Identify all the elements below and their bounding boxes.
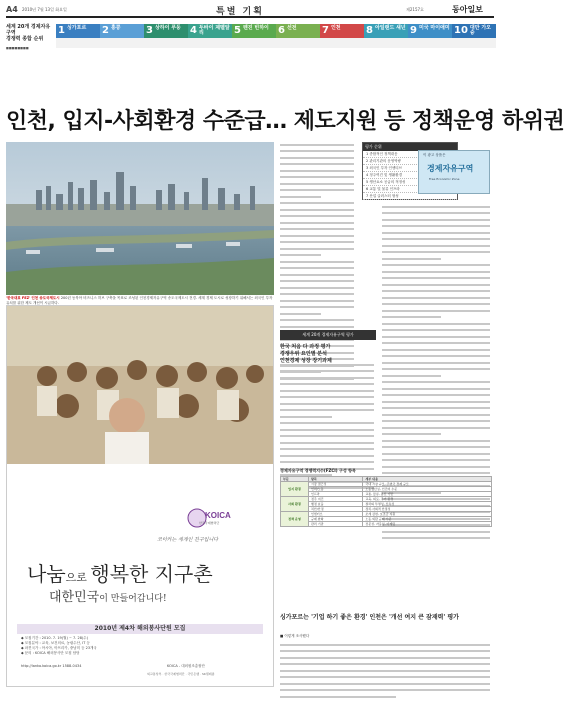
ranking-column bbox=[364, 24, 408, 94]
ad-contact-info: http://lanko.koica.go.kr 1588-0434 bbox=[21, 664, 82, 668]
table-cell: 교통, 물류, 통신 기반 bbox=[363, 492, 492, 497]
rank-zone-name: 상하이 푸둥 bbox=[154, 25, 181, 31]
text-line bbox=[382, 433, 492, 438]
issue-date: 2010년 7월 13일 화요일 bbox=[22, 7, 67, 12]
evaluation-rank-item: 2 관리기관의 운영역량 bbox=[363, 158, 457, 165]
text-line bbox=[382, 375, 492, 380]
ad-slogan-main bbox=[27, 558, 213, 587]
text-line bbox=[382, 219, 492, 224]
ad-organization: KOICA - 대외원조총괄단 bbox=[167, 664, 205, 668]
ranking-head bbox=[364, 24, 408, 38]
text-line bbox=[280, 396, 376, 401]
ranking-strip-title bbox=[6, 24, 54, 94]
text-line bbox=[280, 228, 356, 233]
text-line bbox=[280, 313, 356, 318]
text-line bbox=[382, 407, 492, 412]
text-line bbox=[382, 277, 492, 282]
text-line bbox=[280, 209, 356, 214]
text-line bbox=[382, 271, 492, 276]
text-line bbox=[382, 362, 492, 367]
ranking-head bbox=[144, 24, 188, 38]
text-line bbox=[280, 461, 376, 466]
slogan-word-sharing: 나눔 bbox=[27, 562, 66, 586]
sub-headline: 경쟁우위 요인별 분석 bbox=[280, 351, 327, 357]
rank-zone-name: 아일랜드 섀넌 bbox=[374, 25, 406, 31]
evaluation-rank-item: 1 종합적인 정책대응 bbox=[363, 151, 457, 158]
slogan-country: 대한민국 bbox=[49, 590, 100, 605]
text-line bbox=[280, 241, 356, 246]
slogan-ending: 이 만들어갑니다! bbox=[99, 594, 167, 604]
text-line bbox=[382, 323, 492, 328]
evaluation-rank-item: 4 정주여건 및 생활환경 bbox=[363, 172, 457, 179]
recruit-info-line: ◆ 문의 : KOICA 해외봉사단 모집 담당 bbox=[21, 651, 80, 655]
text-line bbox=[382, 329, 492, 334]
ranking-strip bbox=[6, 24, 494, 94]
text-line bbox=[280, 144, 356, 149]
text-line bbox=[280, 183, 356, 188]
rank-description bbox=[452, 48, 496, 50]
ranking-head bbox=[320, 24, 364, 38]
evaluation-rank-title: 평가 순위 bbox=[363, 143, 457, 151]
text-line bbox=[280, 306, 356, 311]
text-line bbox=[280, 150, 356, 155]
text-line bbox=[280, 409, 376, 414]
ad-slogan-sub bbox=[49, 586, 167, 605]
rank-values-bar bbox=[56, 38, 100, 48]
text-line bbox=[280, 377, 376, 382]
rank-number: 10 bbox=[454, 25, 468, 36]
text-line bbox=[280, 383, 376, 388]
recruit-info-line: ◆ 모집기간 : 2010. 7. 19(월) ~ 7. 28(수) bbox=[21, 636, 89, 640]
text-line bbox=[280, 416, 376, 421]
text-line bbox=[280, 300, 356, 305]
text-line bbox=[280, 267, 356, 272]
text-line bbox=[382, 381, 492, 386]
koica-logo-subtext: 한국국제협력단 bbox=[199, 521, 220, 525]
text-line bbox=[280, 644, 492, 649]
text-line bbox=[280, 683, 492, 688]
text-line bbox=[280, 370, 376, 375]
ranking-head bbox=[408, 24, 452, 38]
text-line bbox=[382, 368, 492, 373]
ranking-head bbox=[452, 24, 496, 38]
rank-description bbox=[232, 48, 276, 50]
rank-values-bar bbox=[188, 38, 232, 48]
table-cell: 시장 접근성 bbox=[309, 482, 363, 487]
evaluation-rank-item: 5 생산요소 공급의 적정성 bbox=[363, 179, 457, 186]
table-cell: 관리 기관 bbox=[309, 522, 363, 527]
ranking-column bbox=[408, 24, 452, 94]
text-line bbox=[280, 403, 376, 408]
table-row bbox=[281, 522, 492, 527]
rank-number: 3 bbox=[146, 25, 153, 36]
rank-description bbox=[364, 48, 408, 50]
table-cell: 정치·사회적 안정성 bbox=[363, 507, 492, 512]
text-line bbox=[382, 349, 492, 354]
text-line bbox=[280, 248, 356, 253]
rank-zone-name: 선전 bbox=[286, 25, 297, 31]
text-line bbox=[382, 251, 492, 256]
table-header-cell: 부문 bbox=[281, 477, 309, 482]
text-line bbox=[280, 157, 356, 162]
rank-values-bar bbox=[232, 38, 276, 48]
evaluation-rank-item: 3 외국인 투자 인센티브 bbox=[363, 165, 457, 172]
fez-label: 이 광고 상품은 bbox=[423, 153, 446, 157]
rank-values-bar bbox=[100, 38, 144, 48]
text-line bbox=[382, 212, 492, 217]
rank-number: 6 bbox=[278, 25, 285, 36]
table-cell: 인력/노동 bbox=[309, 487, 363, 492]
text-line bbox=[382, 316, 492, 321]
rank-number: 9 bbox=[410, 25, 417, 36]
text-line bbox=[280, 676, 492, 681]
text-line bbox=[280, 254, 356, 259]
text-line bbox=[280, 696, 492, 701]
text-line bbox=[280, 455, 376, 460]
ranking-column bbox=[188, 24, 232, 94]
table-cell: 인센티브 bbox=[309, 512, 363, 517]
ranking-column bbox=[144, 24, 188, 94]
article-column-3 bbox=[382, 204, 492, 464]
fez-logo-box bbox=[418, 150, 490, 194]
table-cell: 인프라 bbox=[309, 492, 363, 497]
fzci-table bbox=[280, 476, 492, 527]
fez-subtitle: Free Economic Zone bbox=[429, 177, 460, 181]
text-line bbox=[280, 390, 376, 395]
text-line bbox=[382, 336, 492, 341]
ranking-title-line1: 세계 20개 경제자유구역 bbox=[6, 24, 51, 36]
rank-description bbox=[100, 48, 144, 50]
text-line bbox=[280, 663, 492, 668]
text-line bbox=[382, 459, 492, 464]
table-cell: 절차의 투명성, 신속성 bbox=[363, 502, 492, 507]
rank-number: 2 bbox=[102, 25, 109, 36]
text-line bbox=[382, 394, 492, 399]
table-header-cell: 세부 내용 bbox=[363, 477, 492, 482]
text-line bbox=[280, 650, 492, 655]
text-line bbox=[382, 232, 492, 237]
main-headline: 인천, 입지-사회환경 수준급… 제도지원 등 정책운영 하위권 bbox=[6, 109, 564, 134]
rank-values-bar bbox=[452, 38, 496, 48]
sub-headline: 인천경제 성장 장기과제 bbox=[280, 358, 332, 364]
text-line bbox=[280, 202, 356, 207]
page-header bbox=[6, 4, 494, 18]
text-line bbox=[280, 442, 376, 447]
text-line bbox=[280, 215, 356, 220]
article-column-2 bbox=[280, 362, 376, 464]
evaluation-rank-item: 7 산업 클러스터 형성 bbox=[363, 193, 457, 200]
recruit-info-line: ◆ 모집분야 : 교육, 보건의료, 농림수산, IT 등 bbox=[21, 641, 90, 645]
rank-zone-name: 싱가포르 bbox=[66, 25, 87, 31]
table-cell: 규제 완화 bbox=[309, 517, 363, 522]
text-line bbox=[280, 280, 356, 285]
ad-script-text: 코이카는 세계인 친구입니다 bbox=[157, 537, 219, 543]
rank-description bbox=[320, 48, 364, 50]
slogan-phrase: 행복한 지구촌 bbox=[90, 562, 213, 586]
text-line bbox=[382, 303, 492, 308]
text-line bbox=[280, 235, 356, 240]
recruit-banner: 2010년 제4차 해외봉사단원 모집 bbox=[17, 624, 263, 634]
text-line bbox=[280, 170, 356, 175]
text-line bbox=[382, 342, 492, 347]
photo-caption-text: 200년 동북아 비즈니스 허브 구축을 목표로 조성된 인천경제자유구역 송도국제도시 전경. 세계 경제 도시로 성장하기 위해서는 외국인 투자 유치를 위한 제도 개선이 시급하다. bbox=[6, 296, 273, 305]
text-line bbox=[280, 196, 356, 201]
rank-number: 7 bbox=[322, 25, 329, 36]
table-cell: 전문성, 자율성, 마케팅 bbox=[363, 522, 492, 527]
rank-description bbox=[276, 48, 320, 50]
text-line bbox=[382, 297, 492, 302]
text-line bbox=[382, 225, 492, 230]
fzci-table-title: 경제자유구역 경쟁력지수(FZCI) 구성 항목 bbox=[280, 468, 356, 473]
ranking-head bbox=[276, 24, 320, 38]
text-line bbox=[280, 435, 376, 440]
text-line bbox=[382, 401, 492, 406]
text-line bbox=[382, 238, 492, 243]
rank-number: 5 bbox=[234, 25, 241, 36]
text-line bbox=[280, 670, 492, 675]
bottom-article-headline: 싱가포르는 '기업 하기 좋은 환경' 인천은 '개선 여지 큰 잠재력' 평가 bbox=[280, 614, 459, 621]
rank-number: 8 bbox=[366, 25, 373, 36]
text-line bbox=[280, 163, 356, 168]
table-cell: 국내 시장 규모, 주변국 경제 규모 bbox=[363, 482, 492, 487]
text-line bbox=[382, 414, 492, 419]
rank-values-bar bbox=[276, 38, 320, 48]
rank-zone-name: 톈진 빈하이 bbox=[242, 25, 269, 31]
text-line bbox=[280, 261, 356, 266]
text-line bbox=[382, 420, 492, 425]
table-cell: 조세 감면, 보조금 지원 bbox=[363, 512, 492, 517]
page-number: A4 bbox=[6, 5, 18, 14]
fez-title: 경제자유구역 bbox=[427, 164, 474, 173]
text-line bbox=[280, 274, 356, 279]
text-line bbox=[382, 355, 492, 360]
rank-values-bar bbox=[320, 38, 364, 48]
table-cell: 노동생산성, 인건비 수준 bbox=[363, 487, 492, 492]
ranking-head bbox=[188, 24, 232, 38]
ranking-head bbox=[100, 24, 144, 38]
table-header-cell: 항목 bbox=[309, 477, 363, 482]
rank-zone-name: 인천 bbox=[330, 25, 341, 31]
table-group-cell: 정책 운영 bbox=[281, 512, 309, 527]
slogan-particle: 으로 bbox=[65, 571, 91, 584]
rank-number: 1 bbox=[58, 25, 65, 36]
text-line bbox=[280, 222, 356, 227]
text-line bbox=[382, 388, 492, 393]
table-group-cell: 입지 환경 bbox=[281, 482, 309, 497]
table-cell: 교육, 의료, 주거 환경 bbox=[363, 497, 492, 502]
text-line bbox=[280, 689, 492, 694]
table-cell: 행정 효율 bbox=[309, 502, 363, 507]
koica-advertisement bbox=[6, 305, 274, 687]
table-group-cell: 사회 환경 bbox=[281, 497, 309, 512]
ranking-legend: ■■■■■■■■ bbox=[6, 46, 29, 50]
text-line bbox=[382, 310, 492, 315]
table-cell: 치안/안정 bbox=[309, 507, 363, 512]
ranking-column bbox=[232, 24, 276, 94]
issue-number: 제2157호 bbox=[406, 7, 424, 12]
bottom-article-source: ■ 이렇게 조사했다 bbox=[280, 634, 310, 638]
text-line bbox=[280, 448, 376, 453]
text-line bbox=[382, 290, 492, 295]
rank-zone-name: 홍콩 bbox=[110, 25, 121, 31]
rank-zone-name: 미국 마이애미 bbox=[418, 25, 450, 31]
text-line bbox=[280, 422, 376, 427]
ranking-head bbox=[232, 24, 276, 38]
photo-caption-title: '한국대표 FEZ' 인천 송도국제도시 bbox=[6, 296, 60, 300]
ranking-column bbox=[452, 24, 496, 94]
fzci-table-section bbox=[280, 468, 492, 608]
text-line bbox=[280, 176, 356, 181]
sub-section-bar: 세계 20개 경제자유구역 평가 bbox=[280, 330, 376, 340]
ranking-head bbox=[56, 24, 100, 38]
text-line bbox=[280, 293, 356, 298]
sub-headline: 한국 처음 다 과정 평가 bbox=[280, 344, 331, 350]
table-cell: 정주 여건 bbox=[309, 497, 363, 502]
text-line bbox=[382, 440, 492, 445]
rank-number: 4 bbox=[190, 25, 197, 36]
newspaper-name: 동아일보 bbox=[452, 4, 483, 14]
sub-headlines bbox=[280, 344, 376, 365]
text-line bbox=[382, 453, 492, 458]
rank-zone-name: 대만 가오슝 bbox=[469, 25, 491, 36]
text-line bbox=[382, 258, 492, 263]
koica-logo-text: KOICA bbox=[205, 511, 231, 520]
article-column-1 bbox=[280, 142, 356, 328]
evaluation-rank-item: 6 교통 및 물류 인프라 bbox=[363, 186, 457, 193]
section-title: 특별 기획 bbox=[216, 7, 264, 17]
rank-description bbox=[144, 48, 188, 50]
ad-sponsors: 외교통상부 · 한국국제협력단 · 국민은행 · SK텔레콤 bbox=[147, 672, 215, 676]
ranking-column bbox=[100, 24, 144, 94]
text-line bbox=[280, 319, 356, 324]
text-line bbox=[280, 189, 356, 194]
rank-values-bar bbox=[144, 38, 188, 48]
text-line bbox=[280, 429, 376, 434]
text-line bbox=[382, 427, 492, 432]
text-line bbox=[382, 206, 492, 211]
bottom-article-body bbox=[280, 642, 492, 687]
recruit-info-line: ◆ 파견국가 : 아시아, 아프리카, 중남미 등 23개국 bbox=[21, 646, 97, 650]
rank-values-bar bbox=[408, 38, 452, 48]
ranking-column bbox=[56, 24, 100, 94]
text-line bbox=[280, 657, 492, 662]
ad-children-photo bbox=[7, 306, 273, 464]
text-line bbox=[382, 446, 492, 451]
ranking-column bbox=[320, 24, 364, 94]
text-line bbox=[382, 284, 492, 289]
text-line bbox=[280, 287, 356, 292]
article-body-text bbox=[280, 644, 492, 701]
ranking-column bbox=[276, 24, 320, 94]
rank-zone-name: 두바이 제벨알리 bbox=[198, 25, 230, 36]
songdo-city-photo bbox=[6, 142, 274, 295]
rank-description bbox=[408, 48, 452, 50]
ranking-title-line2: 경쟁력 종합 순위 bbox=[6, 36, 44, 42]
recruit-info bbox=[21, 636, 201, 656]
rank-values-bar bbox=[364, 38, 408, 48]
text-line bbox=[382, 264, 492, 269]
text-line bbox=[382, 245, 492, 250]
rank-description bbox=[188, 48, 232, 50]
table-cell: 노동·외환 규제 수준 bbox=[363, 517, 492, 522]
rank-description bbox=[56, 48, 100, 50]
